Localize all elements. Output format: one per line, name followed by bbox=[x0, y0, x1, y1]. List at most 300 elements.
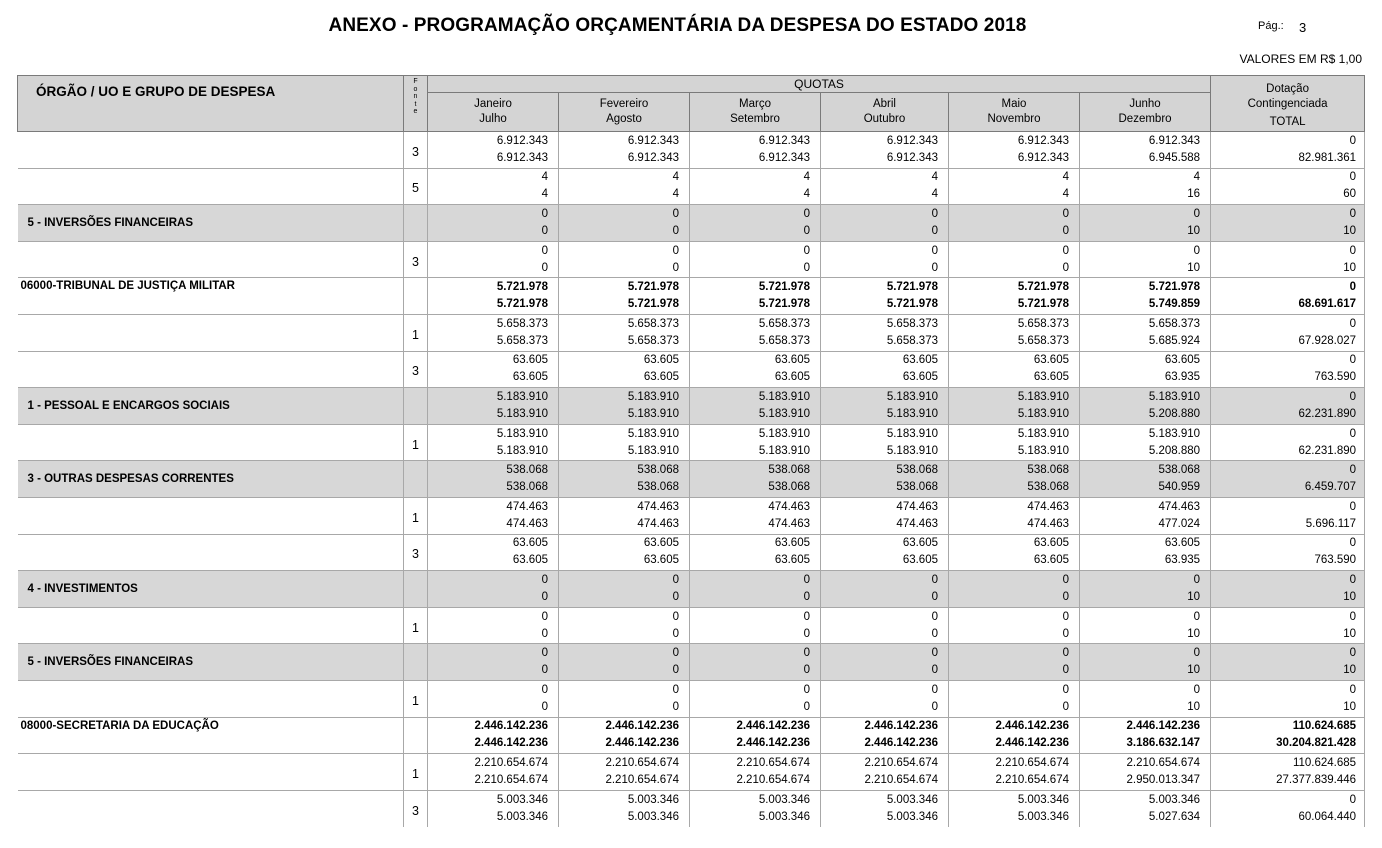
value-top: 63.605 bbox=[643, 354, 679, 367]
cell-total bbox=[1211, 168, 1365, 205]
cell-quota bbox=[559, 644, 690, 681]
row-label: 08000-SECRETARIA DA EDUCAÇÃO bbox=[18, 717, 404, 754]
value-bottom: 5.003.346 bbox=[627, 810, 679, 823]
header-dotacao: Dotação Contingenciada TOTAL bbox=[1211, 76, 1365, 132]
value-bottom: 2.446.142.236 bbox=[474, 737, 548, 750]
cell-quota bbox=[949, 168, 1080, 205]
value-bottom: 474.463 bbox=[768, 517, 810, 530]
value-top: 0 bbox=[931, 647, 938, 660]
header-month-5: Junho Dezembro bbox=[1080, 93, 1211, 132]
cell-quota bbox=[949, 534, 1080, 571]
value-top: 0 bbox=[1349, 171, 1357, 184]
table-row bbox=[18, 424, 1365, 461]
value-bottom: 4 bbox=[803, 188, 810, 201]
cell-total bbox=[1211, 205, 1365, 242]
cell-quota bbox=[559, 571, 690, 608]
header-fonte: F o n t e bbox=[404, 76, 428, 132]
value-bottom: 0 bbox=[1062, 700, 1069, 713]
cell-quota bbox=[821, 754, 949, 791]
value-bottom: 2.210.654.674 bbox=[995, 773, 1069, 786]
cell-total bbox=[1211, 717, 1365, 754]
cell-quota bbox=[1080, 461, 1211, 498]
value-top: 5.658.373 bbox=[496, 317, 548, 330]
cell-quota bbox=[690, 314, 821, 351]
cell-quota bbox=[1080, 534, 1211, 571]
value-top: 4 bbox=[672, 171, 679, 184]
value-top: 474.463 bbox=[637, 500, 679, 513]
cell-quota bbox=[428, 168, 559, 205]
row-fonte bbox=[404, 644, 428, 681]
value-bottom: 27.377.839.446 bbox=[1276, 773, 1357, 786]
value-bottom: 0 bbox=[1062, 664, 1069, 677]
value-bottom: 5.183.910 bbox=[1017, 407, 1069, 420]
cell-quota bbox=[1080, 644, 1211, 681]
value-bottom: 5.183.910 bbox=[758, 444, 810, 457]
row-fonte: 1 bbox=[404, 680, 428, 717]
value-bottom: 6.912.343 bbox=[627, 151, 679, 164]
value-bottom: 62.231.890 bbox=[1298, 444, 1357, 457]
row-fonte bbox=[404, 388, 428, 425]
cell-quota bbox=[690, 571, 821, 608]
header-month-0: Janeiro Julho bbox=[428, 93, 559, 132]
value-bottom: 30.204.821.428 bbox=[1276, 737, 1357, 750]
cell-quota bbox=[690, 205, 821, 242]
cell-quota bbox=[821, 644, 949, 681]
value-bottom: 5.208.880 bbox=[1148, 444, 1201, 457]
row-fonte: 1 bbox=[404, 497, 428, 534]
value-top: 5.003.346 bbox=[1017, 793, 1069, 806]
cell-quota bbox=[690, 754, 821, 791]
value-bottom: 0 bbox=[1062, 590, 1069, 603]
cell-quota bbox=[949, 680, 1080, 717]
value-top: 2.210.654.674 bbox=[995, 756, 1069, 769]
value-top: 0 bbox=[1062, 647, 1069, 660]
cell-quota bbox=[428, 424, 559, 461]
value-top: 0 bbox=[1349, 317, 1357, 330]
row-fonte bbox=[404, 571, 428, 608]
row-fonte: 1 bbox=[404, 314, 428, 351]
value-bottom: 2.446.142.236 bbox=[995, 737, 1069, 750]
cell-quota bbox=[428, 607, 559, 644]
value-bottom: 2.210.654.674 bbox=[864, 773, 938, 786]
value-bottom: 10 bbox=[1187, 700, 1201, 713]
row-fonte bbox=[404, 278, 428, 315]
value-bottom: 10 bbox=[1343, 664, 1357, 677]
value-top: 0 bbox=[1349, 683, 1357, 696]
value-bottom: 5.749.859 bbox=[1148, 298, 1201, 311]
cell-quota bbox=[690, 790, 821, 827]
value-bottom: 6.945.588 bbox=[1148, 151, 1201, 164]
value-bottom: 0 bbox=[931, 261, 938, 274]
cell-quota bbox=[821, 351, 949, 388]
value-top: 4 bbox=[803, 171, 810, 184]
value-bottom: 0 bbox=[541, 627, 548, 640]
row-label: 5 - INVERSÕES FINANCEIRAS bbox=[18, 644, 404, 681]
value-bottom: 5.721.978 bbox=[627, 298, 679, 311]
value-top: 2.210.654.674 bbox=[864, 756, 938, 769]
value-top: 5.183.910 bbox=[1148, 390, 1201, 403]
cell-quota bbox=[559, 314, 690, 351]
cell-quota bbox=[1080, 241, 1211, 278]
value-top: 538.068 bbox=[896, 464, 938, 477]
value-bottom: 538.068 bbox=[896, 481, 938, 494]
cell-quota bbox=[690, 278, 821, 315]
cell-quota bbox=[559, 680, 690, 717]
value-bottom: 0 bbox=[672, 261, 679, 274]
value-bottom: 4 bbox=[672, 188, 679, 201]
value-top: 110.624.685 bbox=[1292, 756, 1357, 769]
page-title: ANEXO - PROGRAMAÇÃO ORÇAMENTÁRIA DA DESPESA DO ESTADO 2018 bbox=[328, 15, 1027, 36]
value-top: 538.068 bbox=[768, 464, 810, 477]
value-top: 2.446.142.236 bbox=[474, 720, 548, 733]
row-label bbox=[18, 680, 404, 717]
value-bottom: 0 bbox=[803, 627, 810, 640]
value-top: 5.721.978 bbox=[627, 281, 679, 294]
cell-quota bbox=[428, 388, 559, 425]
value-bottom: 6.912.343 bbox=[758, 151, 810, 164]
value-top: 0 bbox=[1193, 683, 1201, 696]
value-top: 0 bbox=[1349, 244, 1357, 257]
value-top: 0 bbox=[803, 610, 810, 623]
value-bottom: 0 bbox=[803, 700, 810, 713]
cell-quota bbox=[690, 424, 821, 461]
value-top: 6.912.343 bbox=[627, 134, 679, 147]
value-top: 474.463 bbox=[768, 500, 810, 513]
cell-total bbox=[1211, 351, 1365, 388]
cell-quota bbox=[949, 241, 1080, 278]
cell-quota bbox=[690, 388, 821, 425]
value-bottom: 63.605 bbox=[643, 371, 679, 384]
value-top: 5.658.373 bbox=[1017, 317, 1069, 330]
value-bottom: 3.186.632.147 bbox=[1126, 737, 1201, 750]
value-top: 5.183.910 bbox=[1017, 390, 1069, 403]
value-top: 63.605 bbox=[1164, 537, 1201, 550]
cell-quota bbox=[821, 314, 949, 351]
cell-quota bbox=[559, 132, 690, 169]
value-bottom: 5.183.910 bbox=[496, 407, 548, 420]
value-top: 6.912.343 bbox=[1148, 134, 1201, 147]
table-row bbox=[18, 314, 1365, 351]
row-label bbox=[18, 168, 404, 205]
value-top: 5.003.346 bbox=[1148, 793, 1201, 806]
value-top: 0 bbox=[1349, 464, 1357, 477]
row-fonte: 1 bbox=[404, 424, 428, 461]
row-label bbox=[18, 607, 404, 644]
cell-total bbox=[1211, 278, 1365, 315]
cell-quota bbox=[690, 351, 821, 388]
value-top: 5.003.346 bbox=[886, 793, 938, 806]
value-top: 0 bbox=[1349, 207, 1357, 220]
cell-quota bbox=[690, 644, 821, 681]
value-top: 2.210.654.674 bbox=[736, 756, 810, 769]
value-bottom: 0 bbox=[931, 627, 938, 640]
cell-quota bbox=[428, 717, 559, 754]
cell-quota bbox=[1080, 790, 1211, 827]
cell-quota bbox=[949, 790, 1080, 827]
value-bottom: 60.064.440 bbox=[1298, 810, 1357, 823]
cell-quota bbox=[821, 607, 949, 644]
row-label bbox=[18, 497, 404, 534]
cell-quota bbox=[559, 388, 690, 425]
cell-quota bbox=[690, 461, 821, 498]
value-top: 63.605 bbox=[902, 354, 938, 367]
value-bottom: 5.721.978 bbox=[496, 298, 548, 311]
value-bottom: 10 bbox=[1343, 627, 1357, 640]
value-bottom: 0 bbox=[672, 664, 679, 677]
table-row bbox=[18, 607, 1365, 644]
cell-quota bbox=[1080, 424, 1211, 461]
value-top: 0 bbox=[672, 573, 679, 586]
value-bottom: 0 bbox=[803, 224, 810, 237]
value-bottom: 5.658.373 bbox=[886, 334, 938, 347]
currency-note: VALORES EM R$ 1,00 bbox=[1239, 52, 1362, 66]
value-top: 2.446.142.236 bbox=[736, 720, 810, 733]
value-top: 5.003.346 bbox=[496, 793, 548, 806]
cell-quota bbox=[690, 717, 821, 754]
value-bottom: 538.068 bbox=[637, 481, 679, 494]
header-month-1: Fevereiro Agosto bbox=[559, 93, 690, 132]
value-top: 538.068 bbox=[506, 464, 548, 477]
value-top: 0 bbox=[541, 610, 548, 623]
value-top: 5.721.978 bbox=[496, 281, 548, 294]
header-month-3: Abril Outubro bbox=[821, 93, 949, 132]
value-top: 0 bbox=[1349, 610, 1357, 623]
cell-total bbox=[1211, 607, 1365, 644]
cell-total bbox=[1211, 680, 1365, 717]
value-top: 5.183.910 bbox=[627, 427, 679, 440]
value-top: 63.605 bbox=[774, 537, 810, 550]
value-top: 5.183.910 bbox=[496, 427, 548, 440]
value-bottom: 5.658.373 bbox=[496, 334, 548, 347]
cell-quota bbox=[559, 754, 690, 791]
value-top: 0 bbox=[1193, 610, 1201, 623]
cell-quota bbox=[949, 278, 1080, 315]
value-bottom: 5.658.373 bbox=[627, 334, 679, 347]
value-top: 110.624.685 bbox=[1292, 720, 1357, 733]
cell-quota bbox=[821, 424, 949, 461]
value-bottom: 5.721.978 bbox=[758, 298, 810, 311]
cell-quota bbox=[949, 351, 1080, 388]
header-quotas: QUOTAS bbox=[428, 76, 1211, 93]
table-row bbox=[18, 790, 1365, 827]
value-bottom: 10 bbox=[1343, 224, 1357, 237]
cell-quota bbox=[1080, 278, 1211, 315]
value-bottom: 5.183.910 bbox=[886, 444, 938, 457]
value-top: 5.721.978 bbox=[1148, 281, 1201, 294]
value-top: 63.605 bbox=[512, 354, 548, 367]
value-bottom: 63.605 bbox=[512, 371, 548, 384]
value-bottom: 10 bbox=[1343, 700, 1357, 713]
cell-quota bbox=[428, 534, 559, 571]
value-top: 0 bbox=[672, 647, 679, 660]
value-bottom: 2.210.654.674 bbox=[736, 773, 810, 786]
value-bottom: 10 bbox=[1187, 664, 1201, 677]
value-top: 2.210.654.674 bbox=[474, 756, 548, 769]
value-bottom: 67.928.027 bbox=[1298, 334, 1357, 347]
value-bottom: 474.463 bbox=[637, 517, 679, 530]
value-top: 2.446.142.236 bbox=[995, 720, 1069, 733]
table-row bbox=[18, 754, 1365, 791]
value-top: 0 bbox=[1193, 207, 1201, 220]
value-top: 4 bbox=[541, 171, 548, 184]
value-bottom: 10 bbox=[1187, 627, 1201, 640]
row-label bbox=[18, 534, 404, 571]
cell-total bbox=[1211, 571, 1365, 608]
budget-table bbox=[17, 75, 1365, 827]
cell-total bbox=[1211, 314, 1365, 351]
cell-quota bbox=[428, 497, 559, 534]
value-bottom: 6.912.343 bbox=[886, 151, 938, 164]
cell-quota bbox=[821, 717, 949, 754]
value-bottom: 5.003.346 bbox=[496, 810, 548, 823]
value-top: 0 bbox=[1349, 390, 1357, 403]
value-bottom: 538.068 bbox=[1027, 481, 1069, 494]
row-fonte bbox=[404, 717, 428, 754]
value-bottom: 0 bbox=[672, 224, 679, 237]
value-bottom: 63.605 bbox=[902, 371, 938, 384]
value-top: 5.183.910 bbox=[1148, 427, 1201, 440]
value-bottom: 2.210.654.674 bbox=[474, 773, 548, 786]
cell-quota bbox=[949, 314, 1080, 351]
value-bottom: 5.183.910 bbox=[496, 444, 548, 457]
value-top: 0 bbox=[1349, 281, 1357, 294]
table-row bbox=[18, 241, 1365, 278]
value-top: 538.068 bbox=[1158, 464, 1201, 477]
cell-quota bbox=[821, 680, 949, 717]
cell-total bbox=[1211, 497, 1365, 534]
value-top: 0 bbox=[803, 207, 810, 220]
value-bottom: 0 bbox=[541, 700, 548, 713]
cell-quota bbox=[949, 132, 1080, 169]
row-fonte: 5 bbox=[404, 168, 428, 205]
value-top: 6.912.343 bbox=[758, 134, 810, 147]
value-top: 0 bbox=[803, 683, 810, 696]
value-top: 0 bbox=[803, 647, 810, 660]
cell-quota bbox=[559, 790, 690, 827]
value-top: 0 bbox=[1062, 610, 1069, 623]
value-top: 0 bbox=[672, 207, 679, 220]
value-bottom: 5.685.924 bbox=[1148, 334, 1201, 347]
value-bottom: 538.068 bbox=[506, 481, 548, 494]
value-top: 0 bbox=[1349, 500, 1357, 513]
value-bottom: 63.605 bbox=[902, 554, 938, 567]
cell-quota bbox=[821, 534, 949, 571]
table-row bbox=[18, 461, 1365, 498]
table-row bbox=[18, 168, 1365, 205]
value-top: 0 bbox=[1062, 244, 1069, 257]
value-bottom: 0 bbox=[672, 700, 679, 713]
cell-quota bbox=[821, 497, 949, 534]
row-fonte: 3 bbox=[404, 132, 428, 169]
row-label: 4 - INVESTIMENTOS bbox=[18, 571, 404, 608]
value-bottom: 5.658.373 bbox=[1017, 334, 1069, 347]
cell-quota bbox=[428, 754, 559, 791]
value-top: 0 bbox=[803, 244, 810, 257]
value-top: 5.183.910 bbox=[1017, 427, 1069, 440]
cell-quota bbox=[949, 607, 1080, 644]
value-bottom: 5.183.910 bbox=[627, 444, 679, 457]
cell-quota bbox=[821, 388, 949, 425]
value-bottom: 0 bbox=[541, 224, 548, 237]
value-bottom: 63.605 bbox=[1033, 554, 1069, 567]
cell-quota bbox=[428, 461, 559, 498]
value-top: 2.210.654.674 bbox=[1126, 756, 1201, 769]
value-top: 0 bbox=[1193, 647, 1201, 660]
cell-total bbox=[1211, 132, 1365, 169]
value-top: 6.912.343 bbox=[496, 134, 548, 147]
cell-quota bbox=[949, 461, 1080, 498]
value-bottom: 63.605 bbox=[774, 371, 810, 384]
value-top: 0 bbox=[931, 207, 938, 220]
cell-quota bbox=[690, 680, 821, 717]
cell-quota bbox=[949, 717, 1080, 754]
cell-quota bbox=[1080, 132, 1211, 169]
value-bottom: 0 bbox=[1062, 627, 1069, 640]
value-top: 0 bbox=[1349, 647, 1357, 660]
cell-quota bbox=[690, 168, 821, 205]
cell-total bbox=[1211, 754, 1365, 791]
value-bottom: 6.459.707 bbox=[1304, 481, 1357, 494]
cell-quota bbox=[821, 790, 949, 827]
cell-quota bbox=[559, 278, 690, 315]
value-bottom: 0 bbox=[1062, 224, 1069, 237]
value-top: 5.721.978 bbox=[1017, 281, 1069, 294]
value-top: 0 bbox=[931, 244, 938, 257]
cell-quota bbox=[949, 571, 1080, 608]
value-bottom: 763.590 bbox=[1314, 371, 1357, 384]
cell-total bbox=[1211, 461, 1365, 498]
cell-quota bbox=[559, 461, 690, 498]
value-top: 5.721.978 bbox=[886, 281, 938, 294]
cell-quota bbox=[1080, 168, 1211, 205]
value-bottom: 4 bbox=[1062, 188, 1069, 201]
cell-quota bbox=[1080, 497, 1211, 534]
value-bottom: 16 bbox=[1187, 188, 1201, 201]
row-label: 3 - OUTRAS DESPESAS CORRENTES bbox=[18, 461, 404, 498]
cell-quota bbox=[1080, 607, 1211, 644]
value-bottom: 2.446.142.236 bbox=[736, 737, 810, 750]
cell-quota bbox=[949, 424, 1080, 461]
value-top: 538.068 bbox=[637, 464, 679, 477]
value-bottom: 2.446.142.236 bbox=[605, 737, 679, 750]
cell-quota bbox=[1080, 351, 1211, 388]
cell-quota bbox=[559, 497, 690, 534]
value-top: 5.003.346 bbox=[758, 793, 810, 806]
value-top: 0 bbox=[1062, 207, 1069, 220]
value-bottom: 6.912.343 bbox=[1017, 151, 1069, 164]
row-fonte: 3 bbox=[404, 790, 428, 827]
value-bottom: 5.003.346 bbox=[886, 810, 938, 823]
value-bottom: 0 bbox=[931, 700, 938, 713]
cell-quota bbox=[559, 607, 690, 644]
value-bottom: 0 bbox=[803, 590, 810, 603]
value-bottom: 0 bbox=[931, 224, 938, 237]
cell-total bbox=[1211, 424, 1365, 461]
row-label bbox=[18, 314, 404, 351]
table-row bbox=[18, 205, 1365, 242]
value-top: 0 bbox=[803, 573, 810, 586]
value-bottom: 0 bbox=[541, 261, 548, 274]
row-label bbox=[18, 424, 404, 461]
value-bottom: 538.068 bbox=[768, 481, 810, 494]
row-fonte: 1 bbox=[404, 754, 428, 791]
row-fonte bbox=[404, 205, 428, 242]
value-bottom: 10 bbox=[1187, 224, 1201, 237]
value-top: 4 bbox=[1062, 171, 1069, 184]
cell-quota bbox=[559, 534, 690, 571]
cell-quota bbox=[690, 497, 821, 534]
cell-quota bbox=[821, 132, 949, 169]
